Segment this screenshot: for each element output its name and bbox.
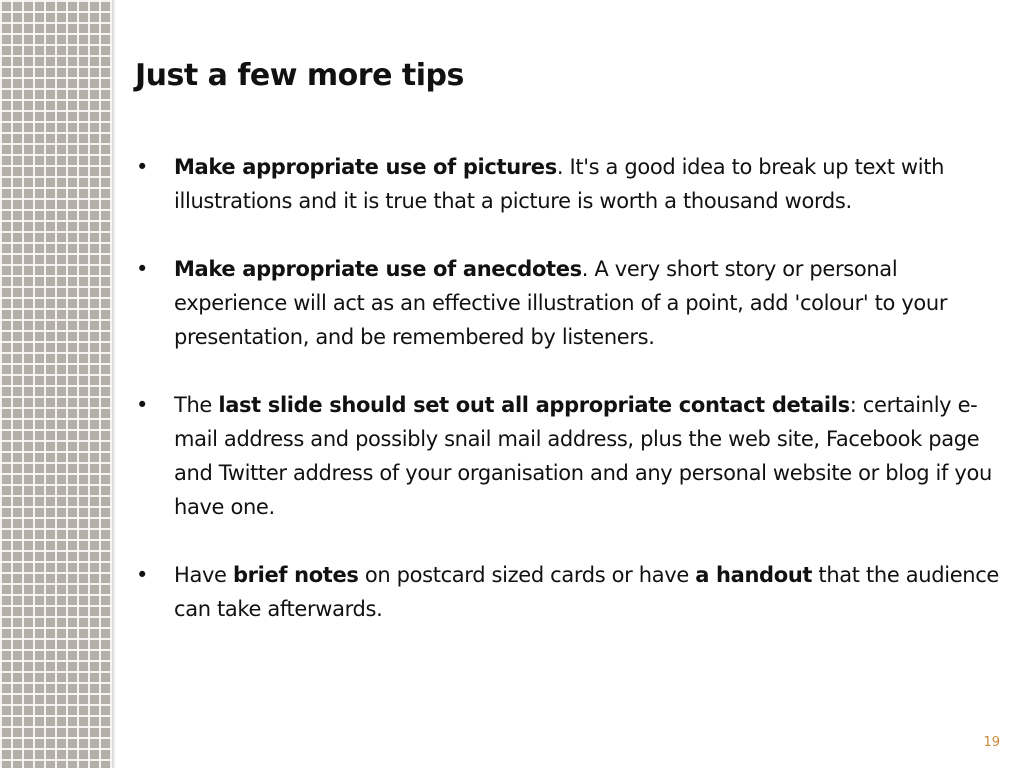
tip-handout-heading: a handout <box>695 563 813 587</box>
tip-anecdotes-text: . A very short story or personal experience will act as an effective illustration of a point, add 'colour' to your presentation, and be remembered by listeners. <box>174 257 948 349</box>
tip-notes-text: that the audience can take afterwards. <box>174 563 999 621</box>
tip-contact-text: : certainly e-mail address and possibly snail mail address, plus the web site, Facebook page and Twitter address of your organisation and any personal website or blog if you have one. <box>174 393 992 519</box>
page-number: 19 <box>983 735 1000 750</box>
sidebar-edge <box>112 0 116 768</box>
tip-pictures <box>136 150 1016 218</box>
tip-notes-prefix: Have <box>174 563 233 587</box>
tip-pictures-heading: Make appropriate use of pictures <box>174 155 557 179</box>
slide-title: Just a few more tips <box>135 58 464 93</box>
tips-list <box>136 150 1016 660</box>
bullet-icon: • <box>136 563 149 587</box>
bullet-icon: • <box>136 257 149 281</box>
tip-anecdotes-heading: Make appropriate use of anecdotes <box>174 257 582 281</box>
tip-anecdotes <box>136 252 1016 354</box>
tip-contact-details <box>136 388 1016 524</box>
tip-contact-prefix: The <box>174 393 219 417</box>
tip-pictures-text: . It's a good idea to break up text with illustrations and it is true that a picture is worth a thousand words. <box>174 155 945 213</box>
tip-contact-heading: last slide should set out all appropriate contact details <box>218 393 850 417</box>
bullet-icon: • <box>136 393 149 417</box>
tip-notes-handout <box>136 558 1016 626</box>
bullet-icon: • <box>136 155 149 179</box>
grid-pattern-sidebar <box>0 0 112 768</box>
tip-notes-middle: on postcard sized cards or have <box>358 563 696 587</box>
tip-notes-heading: brief notes <box>232 563 359 587</box>
